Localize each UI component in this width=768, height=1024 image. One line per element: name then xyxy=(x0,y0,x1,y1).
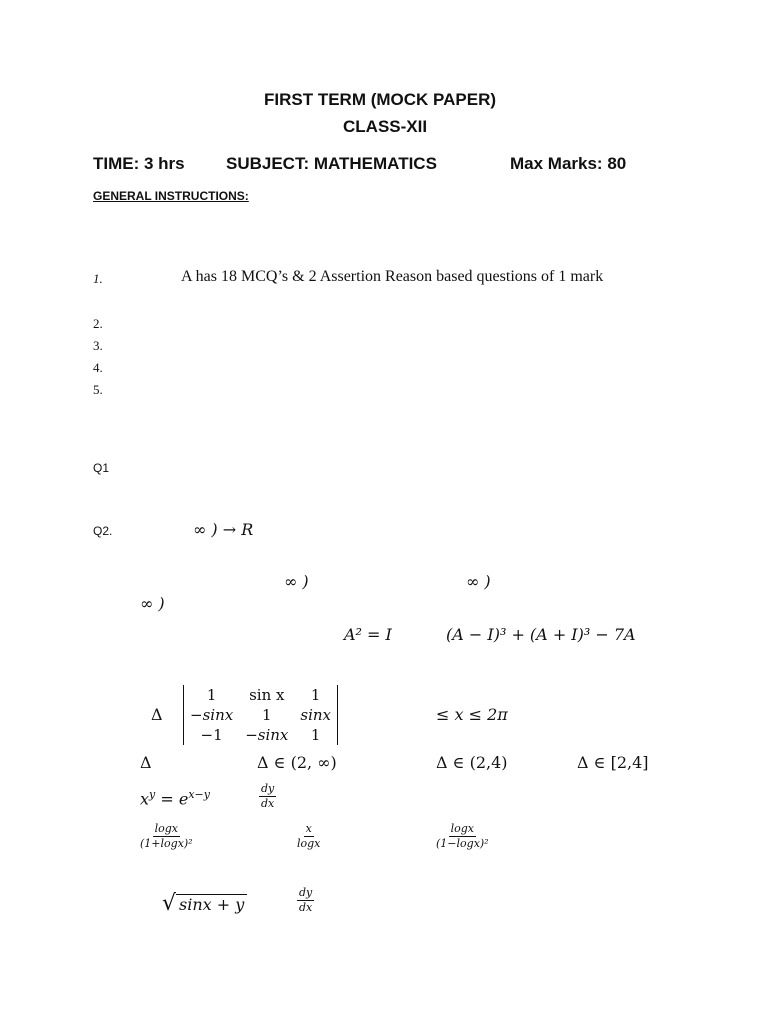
frac-num: logx xyxy=(449,823,476,837)
matrix-cell: −sinx xyxy=(245,726,289,744)
frac-num: dy xyxy=(297,887,314,901)
frac-den: logx xyxy=(297,837,321,851)
matrix-cell: 1 xyxy=(310,686,321,704)
title-line-2: CLASS-XII xyxy=(343,117,428,136)
matrix-cell: 1 xyxy=(206,686,217,704)
q3-expression: (A − I)³ + (A + I)³ − 7A xyxy=(446,625,636,644)
q4-option: Δ ∈ (2,4) xyxy=(436,753,508,772)
radical-sign: √ xyxy=(162,891,177,916)
time-label: TIME: 3 hrs xyxy=(93,154,185,173)
title-line-1: FIRST TERM (MOCK PAPER) xyxy=(264,90,497,109)
question-label-q2: Q2. xyxy=(93,524,113,538)
frac-num: x xyxy=(304,823,314,837)
matrix-cell: sinx xyxy=(300,706,331,724)
q5-eq: = e xyxy=(160,789,189,809)
q4-range: ≤ x ≤ 2π xyxy=(436,705,508,724)
q2-option: ∞ ) xyxy=(140,594,165,613)
q5-equation xyxy=(140,788,210,808)
q4-option: Δ xyxy=(140,753,152,772)
radicand: sinx + y xyxy=(176,894,247,915)
frac-den: (1+logx)² xyxy=(140,837,193,851)
q5-base: x xyxy=(140,789,150,809)
q6-sqrt-expression xyxy=(162,893,247,915)
instruction-number: 4. xyxy=(93,360,103,375)
frac-den: dx xyxy=(299,901,313,915)
subject-label: SUBJECT: MATHEMATICS xyxy=(226,154,437,173)
instruction-text: A has 18 MCQ’s & 2 Assertion Reason based questions of 1 mark xyxy=(181,268,604,285)
matrix-cell: sin x xyxy=(249,686,285,704)
frac-num: dy xyxy=(259,783,276,797)
q5-exp: y xyxy=(149,788,156,801)
matrix-cell: −sinx xyxy=(190,706,234,724)
instruction-number: 3. xyxy=(93,338,103,353)
general-instructions-heading: GENERAL INSTRUCTIONS: xyxy=(93,189,249,203)
q5-derivative xyxy=(259,783,276,810)
q2-option: ∞ ) xyxy=(284,572,309,591)
frac-num: logx xyxy=(153,823,180,837)
q4-option: Δ ∈ [2,4] xyxy=(577,753,649,772)
q4-delta: Δ xyxy=(151,705,163,724)
q6-derivative xyxy=(297,887,314,914)
max-marks-label: Max Marks: 80 xyxy=(510,154,627,173)
q2-mapping: ∞ ) → R xyxy=(193,520,254,539)
frac-den: dx xyxy=(261,797,275,811)
question-label-q1: Q1 xyxy=(93,461,110,475)
q5-option-a xyxy=(140,823,193,850)
q5-rhs-exp: x−y xyxy=(188,788,210,801)
instruction-number: 5. xyxy=(93,382,103,397)
frac-den: (1−logx)² xyxy=(436,837,489,851)
q5-option-b xyxy=(297,823,320,850)
q3-condition: A² = I xyxy=(344,625,392,644)
matrix-cell: −1 xyxy=(200,726,223,744)
q4-determinant xyxy=(183,685,338,745)
instruction-number: 1. xyxy=(93,271,103,286)
q5-option-c xyxy=(436,823,489,850)
q2-option: ∞ ) xyxy=(466,572,491,591)
q4-option: Δ ∈ (2, ∞) xyxy=(257,753,337,772)
matrix-cell: 1 xyxy=(262,706,272,724)
matrix-cell: 1 xyxy=(310,726,321,744)
instruction-number: 2. xyxy=(93,316,103,331)
